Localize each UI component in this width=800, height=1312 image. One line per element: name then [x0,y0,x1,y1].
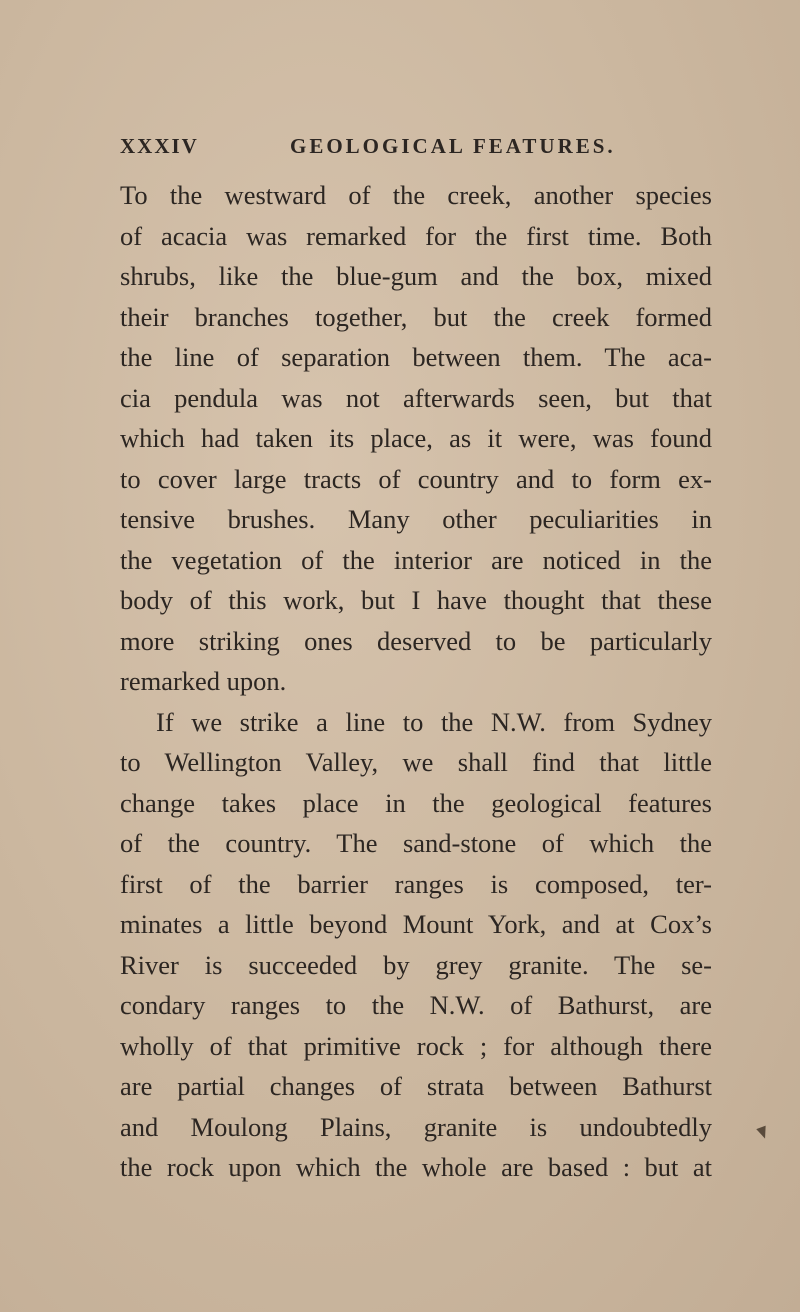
paragraph [120,175,712,702]
text-line: of the country. The sand-stone of which the [120,828,712,858]
page-number: XXXIV [120,134,199,158]
text-line: body of this work, but I have thought that these [120,585,712,615]
running-head [120,134,712,174]
running-title: GEOLOGICAL FEATURES. [290,134,616,158]
paper-speck [756,1126,770,1141]
text-line: remarked upon. [120,666,287,696]
text-line: to Wellington Valley, we shall find that little [120,747,712,777]
text-line: more striking ones deserved to be particularly [120,625,712,656]
text-line: wholly of that primitive rock ; for although there [120,1030,712,1061]
text-line: first of the barrier ranges is composed, ter- [120,868,712,899]
body-text [120,175,712,1188]
text-line: If we strike a line to the N.W. from Sydney [156,706,712,737]
paragraph [120,702,712,1188]
text-line: which had taken its place, as it were, was found [120,423,712,453]
text-line: condary ranges to the N.W. of Bathurst, are [120,990,712,1020]
text-line: the vegetation of the interior are noticed in the [120,544,712,575]
text-line: their branches together, but the creek formed [120,301,712,332]
text-line: To the westward of the creek, another species [120,180,712,210]
text-line: and Moulong Plains, granite is undoubtedly [120,1111,712,1142]
text-line: River is succeeded by grey granite. The se- [120,949,712,980]
text-line: minates a little beyond Mount York, and at Cox’s [120,909,712,939]
text-line: are partial changes of strata between Bathurst [120,1071,712,1101]
text-line: shrubs, like the blue-gum and the box, mixed [120,261,712,291]
text-line: of acacia was remarked for the first time. Both [120,220,712,251]
text-line: cia pendula was not afterwards seen, but that [120,382,712,413]
text-line: tensive brushes. Many other peculiarities in [120,504,712,534]
text-line: change takes place in the geological features [120,787,712,818]
text-line: the rock upon which the whole are based : but at [120,1152,712,1182]
text-line: the line of separation between them. The aca- [120,342,712,372]
text-line: to cover large tracts of country and to form ex- [120,463,712,494]
